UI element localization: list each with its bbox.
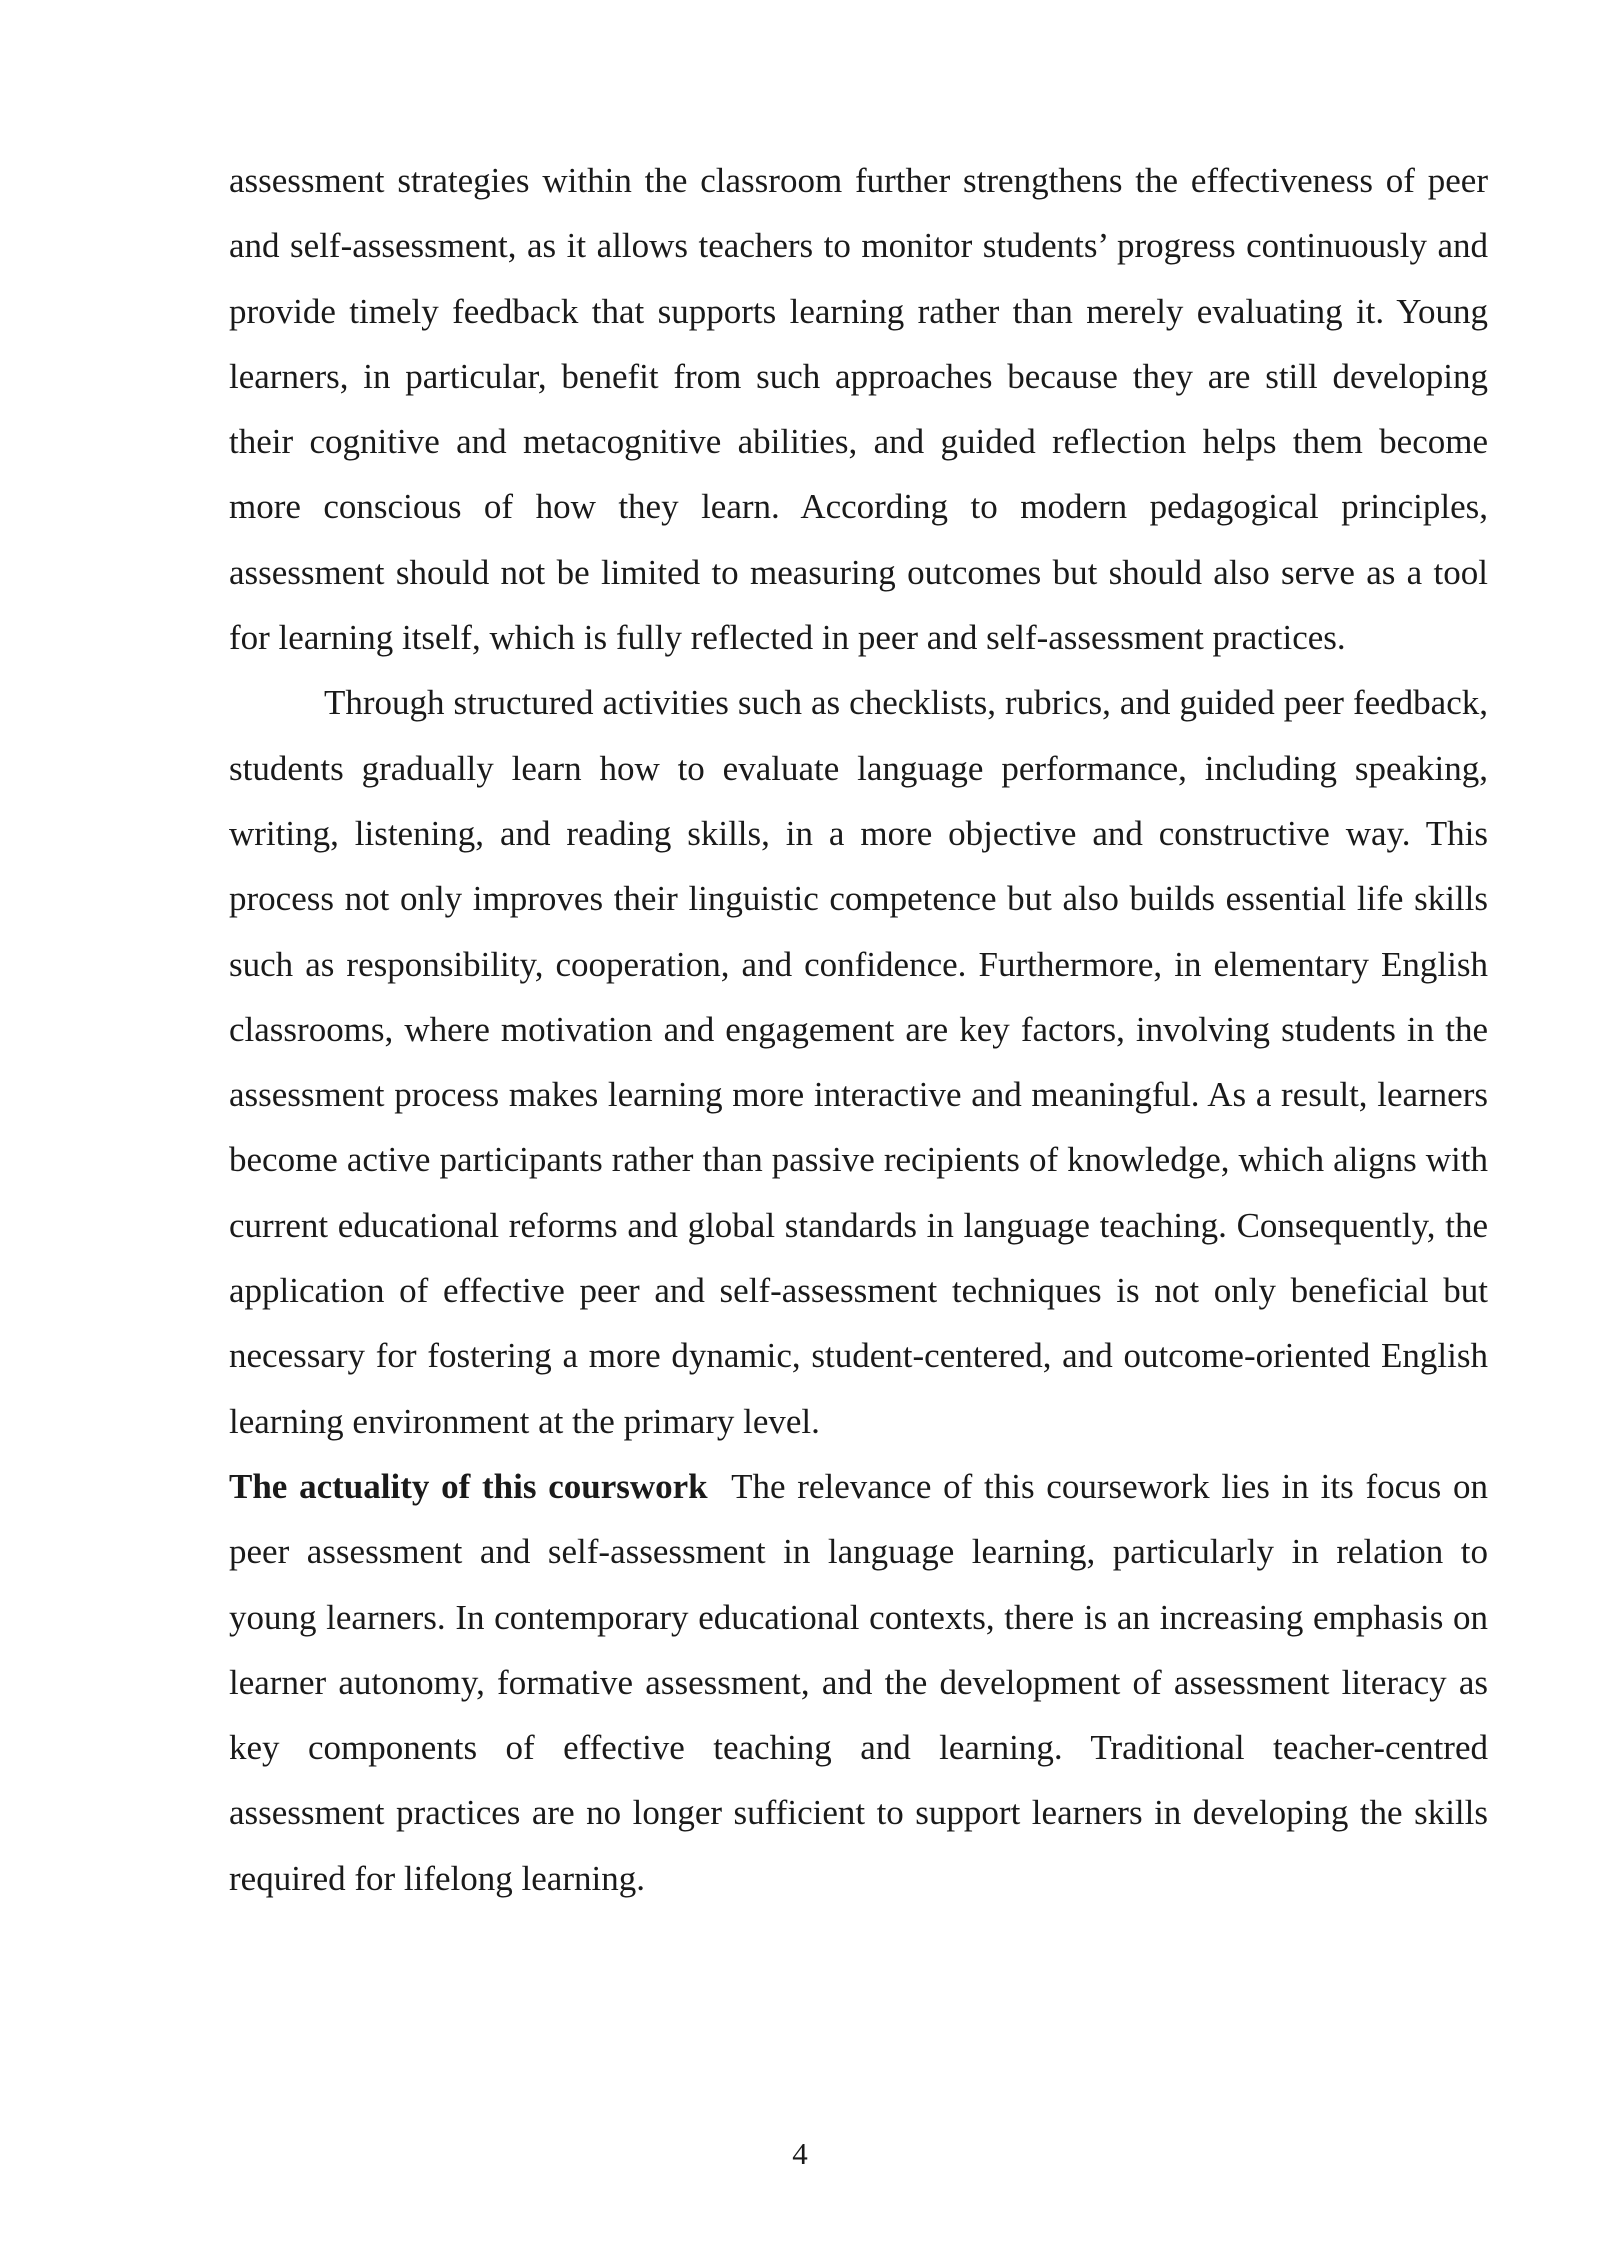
body-text xyxy=(229,148,1488,1911)
paragraph-2 xyxy=(229,670,1488,1454)
paragraph-1-text: assessment strategies within the classroom further strengthens the effectiveness of peer and self-assessment, as it allows teachers to monitor students’ progress continuously and provide timely feedback that supports learning rather than merely evaluating it. Young learners, in particular, benefit from such approaches because they are still developing their cognitive and metacognitive abilities, and guided reflection helps them become more conscious of how they learn. According to modern pedagogical principles, assessment should not be limited to measuring outcomes but should also serve as a tool for learning itself, which is fully reflected in peer and self-assessment practices. xyxy=(229,161,1488,658)
paragraph-3-text: The relevance of this coursework lies in its focus on peer assessment and self-assessment in language learning, particularly in relation to young learners. In contemporary educational contexts, there is an increasing emphasis on learner autonomy, formative assessment, and the development of assessment literacy as key components of effective teaching and learning. Traditional teacher-centred assessment practices are no longer sufficient to support learners in developing the skills required for lifelong learning. xyxy=(229,1466,1489,1898)
page-number: 4 xyxy=(792,2136,808,2171)
paragraph-1 xyxy=(229,148,1488,670)
section-heading: The actuality of this courswork xyxy=(229,1466,708,1506)
paragraph-3 xyxy=(229,1454,1488,1911)
paragraph-2-text: Through structured activities such as checklists, rubrics, and guided peer feedback, students gradually learn how to evaluate language performance, including speaking, writing, listening, and reading skills, in a more objective and constructive way. This process not only improves their linguistic competence but also builds essential life skills such as responsibility, cooperation, and confidence. Furthermore, in elementary English classrooms, where motivation and engagement are key factors, involving students in the assessment process makes learning more interactive and meaningful. As a result, learners become active participants rather than passive recipients of knowledge, which aligns with current educational reforms and global standards in language teaching. Consequently, the application of effective peer and self-assessment techniques is not only beneficial but necessary for fostering a more dynamic, student-centered, and outcome-oriented English learning environment at the primary level. xyxy=(229,683,1488,1441)
